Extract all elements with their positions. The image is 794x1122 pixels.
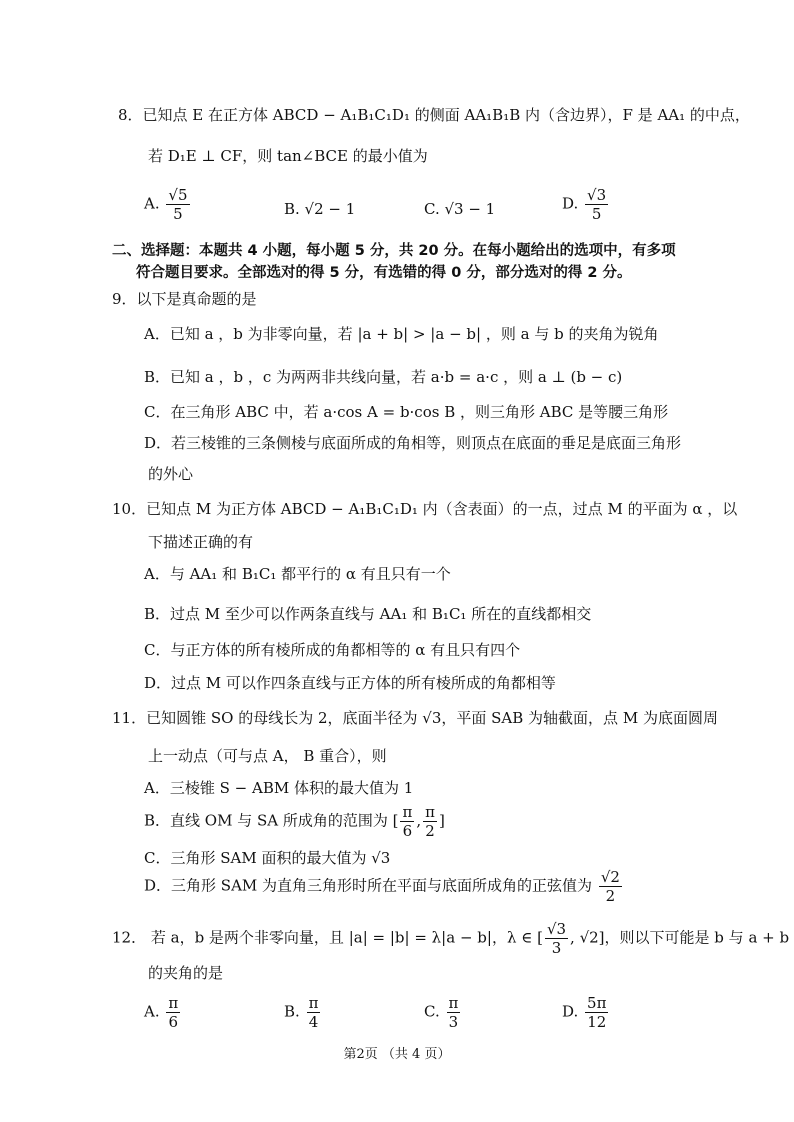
- fraction-denominator: 3: [551, 939, 562, 957]
- stem-text: 12． 若 a，b 是两个非零向量，且 |a| = |b| = λ|a − b|，λ ∈ [: [112, 928, 543, 947]
- fraction-denominator: 12: [587, 1013, 607, 1031]
- q12-option-a: [144, 994, 182, 1031]
- q8-stem-line2: 若 D₁E ⊥ CF，则 tan∠BCE 的最小值为: [148, 147, 428, 165]
- stem-text: , √2]，则以下可能是 b 与 a + b: [570, 928, 790, 947]
- fraction-denominator: 2: [425, 822, 435, 840]
- fraction: [423, 803, 437, 840]
- fraction-denominator: 6: [168, 1013, 179, 1031]
- q11-option-c: C．三角形 SAM 面积的最大值为 √3: [144, 849, 391, 867]
- fraction-denominator: 2: [605, 887, 616, 905]
- q9-option-b: B．已知 a ，b ，c 为两两非共线向量，若 a·b = a·c ，则 a ⊥ (b − c): [144, 368, 623, 386]
- q8-option-d: [562, 186, 610, 223]
- q10-option-b: B．过点 M 至少可以作两条直线与 AA₁ 和 B₁C₁ 所在的直线都相交: [144, 605, 592, 623]
- option-label: A.: [144, 1002, 160, 1021]
- q11-option-b: [144, 803, 445, 840]
- q8-option-b: B. √2 − 1: [284, 200, 356, 218]
- q11-option-a: A．三棱锥 S − ABM 体积的最大值为 1: [144, 779, 414, 797]
- q9-stem: 9．以下是真命题的是: [112, 290, 257, 308]
- fraction-denominator: 4: [308, 1013, 319, 1031]
- option-text: ]: [438, 811, 445, 830]
- fraction-numerator: π: [448, 994, 459, 1012]
- option-label: D.: [562, 194, 579, 213]
- page-footer: 第2页 （共 4 页）: [343, 1047, 451, 1062]
- q12-stem-line2: 的夹角的是: [148, 964, 224, 982]
- option-label: C.: [424, 1002, 440, 1021]
- fraction-numerator: √3: [546, 920, 567, 938]
- fraction: [545, 920, 568, 957]
- fraction-numerator: π: [425, 803, 435, 821]
- q10-stem-line1: 10．已知点 M 为正方体 ABCD − A₁B₁C₁D₁ 内（含表面）的一点，过点 M 的平面为 α ，以: [112, 500, 738, 518]
- fraction-denominator: 6: [402, 822, 413, 840]
- option-label: B.: [284, 1002, 300, 1021]
- q10-option-c: C．与正方体的所有棱所成的角都相等的 α 有且只有四个: [144, 641, 521, 659]
- fraction: [400, 803, 414, 840]
- q8-stem-line1: 8．已知点 E 在正方体 ABCD − A₁B₁C₁D₁ 的侧面 AA₁B₁B 内（含边界），F 是 AA₁ 的中点，: [118, 106, 750, 124]
- q9-option-c: C．在三角形 ABC 中，若 a·cos A = b·cos B ，则三角形 ABC 是等腰三角形: [144, 403, 669, 421]
- fraction: [166, 994, 180, 1031]
- fraction-numerator: π: [168, 994, 179, 1012]
- fraction-denominator: 5: [173, 205, 183, 223]
- fraction-denominator: 3: [448, 1013, 459, 1031]
- q12-option-d: [562, 994, 610, 1031]
- q8-option-c: C. √3 − 1: [424, 200, 496, 218]
- fraction-numerator: √5: [168, 186, 188, 204]
- option-text: B．直线 OM 与 SA 所成角的范围为 [: [144, 811, 399, 830]
- q10-option-d: D．过点 M 可以作四条直线与正方体的所有棱所成的角都相等: [144, 674, 556, 692]
- q10-option-a: A．与 AA₁ 和 B₁C₁ 都平行的 α 有且只有一个: [144, 565, 451, 583]
- fraction-numerator: √3: [587, 186, 607, 204]
- q9-option-d-line2: 的外心: [148, 465, 194, 483]
- fraction-denominator: 5: [591, 205, 602, 223]
- fraction: [599, 868, 622, 905]
- q10-stem-line2: 下描述正确的有: [148, 533, 254, 551]
- fraction: [307, 994, 321, 1031]
- q9-option-a: A．已知 a ，b 为非零向量，若 |a + b| > |a − b| ，则 a 与 b 的夹角为锐角: [144, 325, 659, 343]
- q11-stem-line1: 11．已知圆锥 SO 的母线长为 2，底面半径为 √3，平面 SAB 为轴截面，点 M 为底面圆周: [112, 709, 718, 727]
- q8-option-a: [144, 186, 192, 223]
- fraction: [166, 186, 189, 223]
- option-label: D.: [562, 1002, 579, 1021]
- q12-stem-line1: [112, 920, 789, 957]
- section2-header-line1: 二、选择题：本题共 4 小题，每小题 5 分，共 20 分。在每小题给出的选项中，有多项: [112, 243, 676, 259]
- option-text: ,: [416, 811, 422, 830]
- fraction-numerator: √2: [600, 868, 620, 886]
- fraction: [585, 994, 608, 1031]
- q11-stem-line2: 上一动点（可与点 A， B 重合），则: [148, 747, 387, 765]
- fraction: [585, 186, 608, 223]
- q9-option-d-line1: D．若三棱锥的三条侧棱与底面所成的角相等，则顶点在底面的垂足是底面三角形: [144, 434, 682, 452]
- fraction-numerator: 5π: [587, 994, 607, 1012]
- fraction: [447, 994, 461, 1031]
- section2-header-line2: 符合题目要求。全部选对的得 5 分，有选错的得 0 分，部分选对的得 2 分。: [136, 265, 632, 281]
- option-label: A.: [144, 194, 160, 213]
- q12-option-c: [424, 994, 462, 1031]
- fraction-numerator: π: [402, 803, 413, 821]
- q11-option-d: [144, 868, 624, 905]
- option-text: D．三角形 SAM 为直角三角形时所在平面与底面所成角的正弦值为: [144, 876, 593, 895]
- fraction-numerator: π: [308, 994, 319, 1012]
- q12-option-b: [284, 994, 322, 1031]
